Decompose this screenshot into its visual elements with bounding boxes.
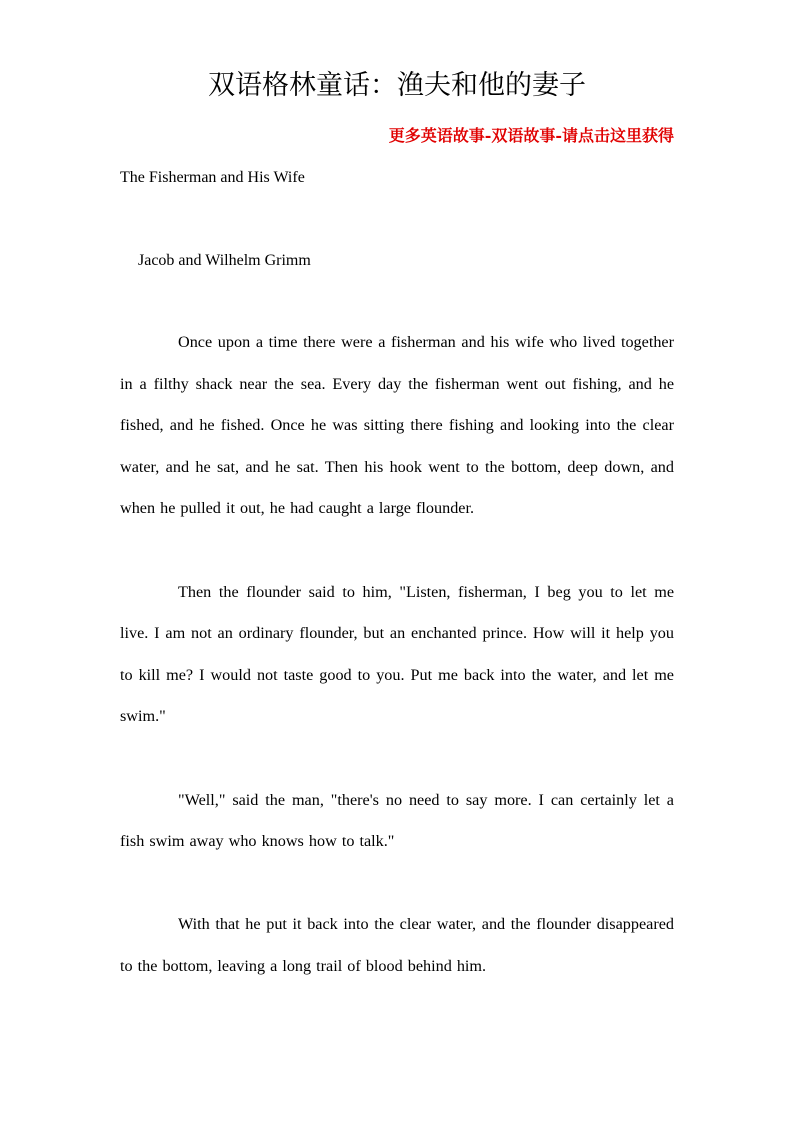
paragraph-1: Once upon a time there were a fisherman and his wife who lived together in a filthy shack near the sea. Every day the fisherman went out fishing, and he fished, and he fished. Once he was sitting there fishing and looking into the clear water, and he sat, and he sat. Then his hook went to the bottom, deep down, and when he pulled it out, he had caught a large flounder. bbox=[120, 333, 674, 518]
story-authors: Jacob and Wilhelm Grimm bbox=[138, 252, 311, 269]
story-title: The Fisherman and His Wife bbox=[120, 169, 305, 186]
paragraph-2: Then the flounder said to him, "Listen, fisherman, I beg you to let me live. I am not an ordinary flounder, but an enchanted prince. How will it help you to kill me? I would not taste good to you. Put me back into the water, and let me swim." bbox=[120, 582, 674, 726]
story-body bbox=[120, 322, 674, 1029]
more-stories-link[interactable]: 更多英语故事-双语故事-请点击这里获得 bbox=[388, 126, 674, 145]
paragraph-4: With that he put it back into the clear water, and the flounder disappeared to the bottom, leaving a long trail of blood behind him. bbox=[120, 915, 674, 975]
page-title: 双语格林童话：渔夫和他的妻子 bbox=[208, 70, 586, 101]
paragraph-3: "Well," said the man, "there's no need to say more. I can certainly let a fish swim away who knows how to talk." bbox=[120, 790, 674, 851]
